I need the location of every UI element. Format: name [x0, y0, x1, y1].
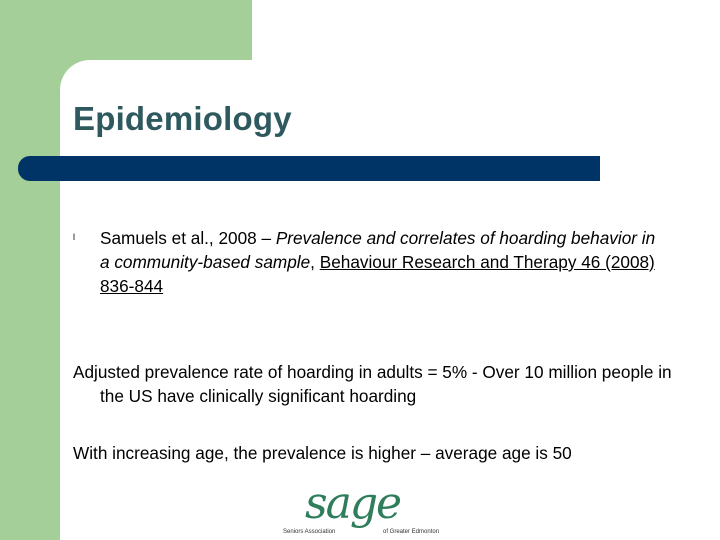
bullet-marker: l — [73, 232, 75, 242]
top-left-green-block — [0, 0, 252, 60]
age-paragraph: With increasing age, the prevalence is higher – average age is 50 — [73, 443, 572, 463]
logo-wordmark: sage — [305, 478, 401, 529]
citation-text — [100, 226, 660, 298]
title-underline-bar — [18, 156, 600, 181]
slide-title: Epidemiology — [73, 100, 292, 137]
logo-subtitle-right: of Greater Edmonton — [383, 529, 440, 535]
logo-subtitle-left: Seniors Association — [283, 529, 336, 535]
citation-article-title: Prevalence and correlates of hoarding behavior in a community-based sample — [100, 228, 656, 272]
citation-authors: Samuels et al., 2008 – — [100, 228, 276, 248]
citation-journal: Behaviour Research and Therapy 46 (2008) 836-844 — [100, 252, 655, 296]
sage-logo — [283, 478, 453, 540]
citation-separator: , — [310, 252, 320, 272]
prevalence-paragraph: Adjusted prevalence rate of hoarding in adults = 5% - Over 10 million people in the US have clinically significant hoarding — [73, 362, 672, 406]
